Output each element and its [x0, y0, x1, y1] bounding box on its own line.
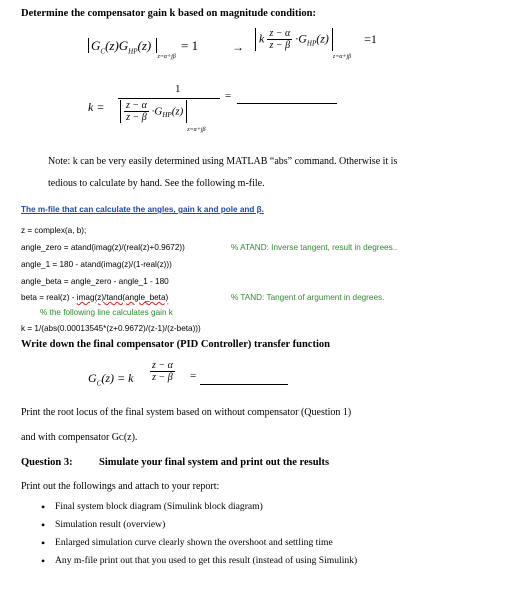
- print-root-locus-line-1: Print the root locus of the final system based on without compensator (Question 1): [21, 407, 352, 418]
- code-comment-atand: % ATAND: Inverse tangent, result in degrees..: [231, 243, 398, 252]
- lhs-z-2: (z): [137, 38, 152, 53]
- lhs-c: C: [100, 47, 106, 56]
- k-fraction-bar: [118, 98, 220, 99]
- rhs-den: z − β: [269, 40, 291, 51]
- code-line-5: [21, 293, 168, 302]
- compensator-equation: [88, 371, 133, 387]
- rhs-fraction: [267, 28, 292, 51]
- print-followings-text: Print out the followings and attach to your report:: [21, 481, 220, 492]
- gc-g: G: [88, 371, 97, 385]
- gc-z: (z) = k: [101, 371, 134, 385]
- code-line-5b: imag(z)/tand(angle_beta): [76, 293, 169, 302]
- rhs-equals: =1: [364, 32, 377, 46]
- rhs-k: k: [259, 31, 265, 46]
- list-item: • Simulation result (overview): [37, 516, 497, 534]
- k-den-eval: z=α+jβ: [187, 127, 206, 134]
- code-line-5a: beta = real(z) -: [21, 293, 77, 302]
- gc-num: z − α: [152, 360, 173, 371]
- compensator-fraction: [150, 360, 175, 383]
- print-root-locus-line-2: and with compensator Gᴄ(z).: [21, 432, 138, 443]
- heading-magnitude-condition: Determine the compensator gain k based on magnitude condition:: [21, 8, 316, 19]
- arrow-icon: →: [232, 40, 244, 54]
- k-equals-label: k =: [88, 100, 105, 114]
- list-item: • Any m-file print out that you used to get this result (instead of using Simulink): [37, 552, 497, 570]
- k-numerator-one: 1: [175, 83, 181, 95]
- rhs-num: z − α: [269, 28, 291, 39]
- code-comment-gain: % the following line calculates gain k: [40, 308, 173, 317]
- lhs-z: (z): [105, 38, 119, 53]
- lhs-equals: = 1: [180, 38, 199, 53]
- gc-sub: C: [96, 379, 102, 388]
- code-comment-tand: % TAND: Tangent of argument in degrees.: [231, 293, 385, 302]
- question-3-title: Simulate your final system and print out the results: [99, 457, 330, 468]
- list-item: • Final system block diagram (Simulink block diagram): [37, 498, 497, 516]
- k-equals-sign: =: [225, 90, 232, 102]
- lhs-eval: z=α+jβ: [157, 53, 176, 60]
- gc-equals: =: [190, 370, 197, 382]
- code-line-4: angle_beta = angle_zero - angle_1 - 180: [21, 277, 169, 286]
- rhs-eval: z=α+jβ: [332, 53, 352, 60]
- k-den-fraction: [124, 100, 149, 123]
- magnitude-rhs: k $\frac{z - \alpha}{z - \beta}$ $\cdot G_{HP}(z)_{z=\alpha+j\beta} =1$: [255, 28, 377, 51]
- list-item: • Enlarged simulation curve clearly shown the overshoot and settling time: [37, 534, 497, 552]
- question-3-label: Question 3:: [21, 457, 73, 468]
- k-den-den: z − β: [126, 112, 147, 123]
- code-line-2: angle_zero = atand(imag(z)/(real(z)+0.9672)): [21, 243, 185, 252]
- k-den-num: z − α: [126, 100, 147, 111]
- gc-answer-blank: [200, 384, 288, 385]
- lhs-g: G: [91, 38, 101, 53]
- gc-den: z − β: [152, 372, 173, 383]
- lhs-g-2: G: [118, 38, 129, 53]
- k-denominator: $\frac{z - \alpha}{z - \beta}$ $\cdot G_{HP}(z)_{z=\alpha+j\beta}$: [120, 100, 206, 123]
- k-answer-blank: [237, 103, 337, 104]
- note-line-1: Note: k can be very easily determined using MATLAB “abs” command. Otherwise it is: [48, 156, 398, 167]
- code-line-3: angle_1 = 180 - atand(imag(z)/(1-real(z))): [21, 260, 172, 269]
- lhs-hp: HP: [128, 47, 138, 56]
- code-line-1: z = complex(a, b);: [21, 226, 87, 235]
- code-line-7: k = 1/(abs(0.00013545*(z+0.9672)/(z-1)/(z-beta))): [21, 324, 201, 333]
- report-items-list: [37, 498, 497, 570]
- mfile-link[interactable]: The m-file that can calculate the angles, gain k and pole and β.: [21, 205, 264, 214]
- note-line-2: tedious to calculate by hand. See the following m-file.: [48, 178, 265, 189]
- heading-final-compensator: Write down the final compensator (PID Controller) transfer function: [21, 339, 330, 350]
